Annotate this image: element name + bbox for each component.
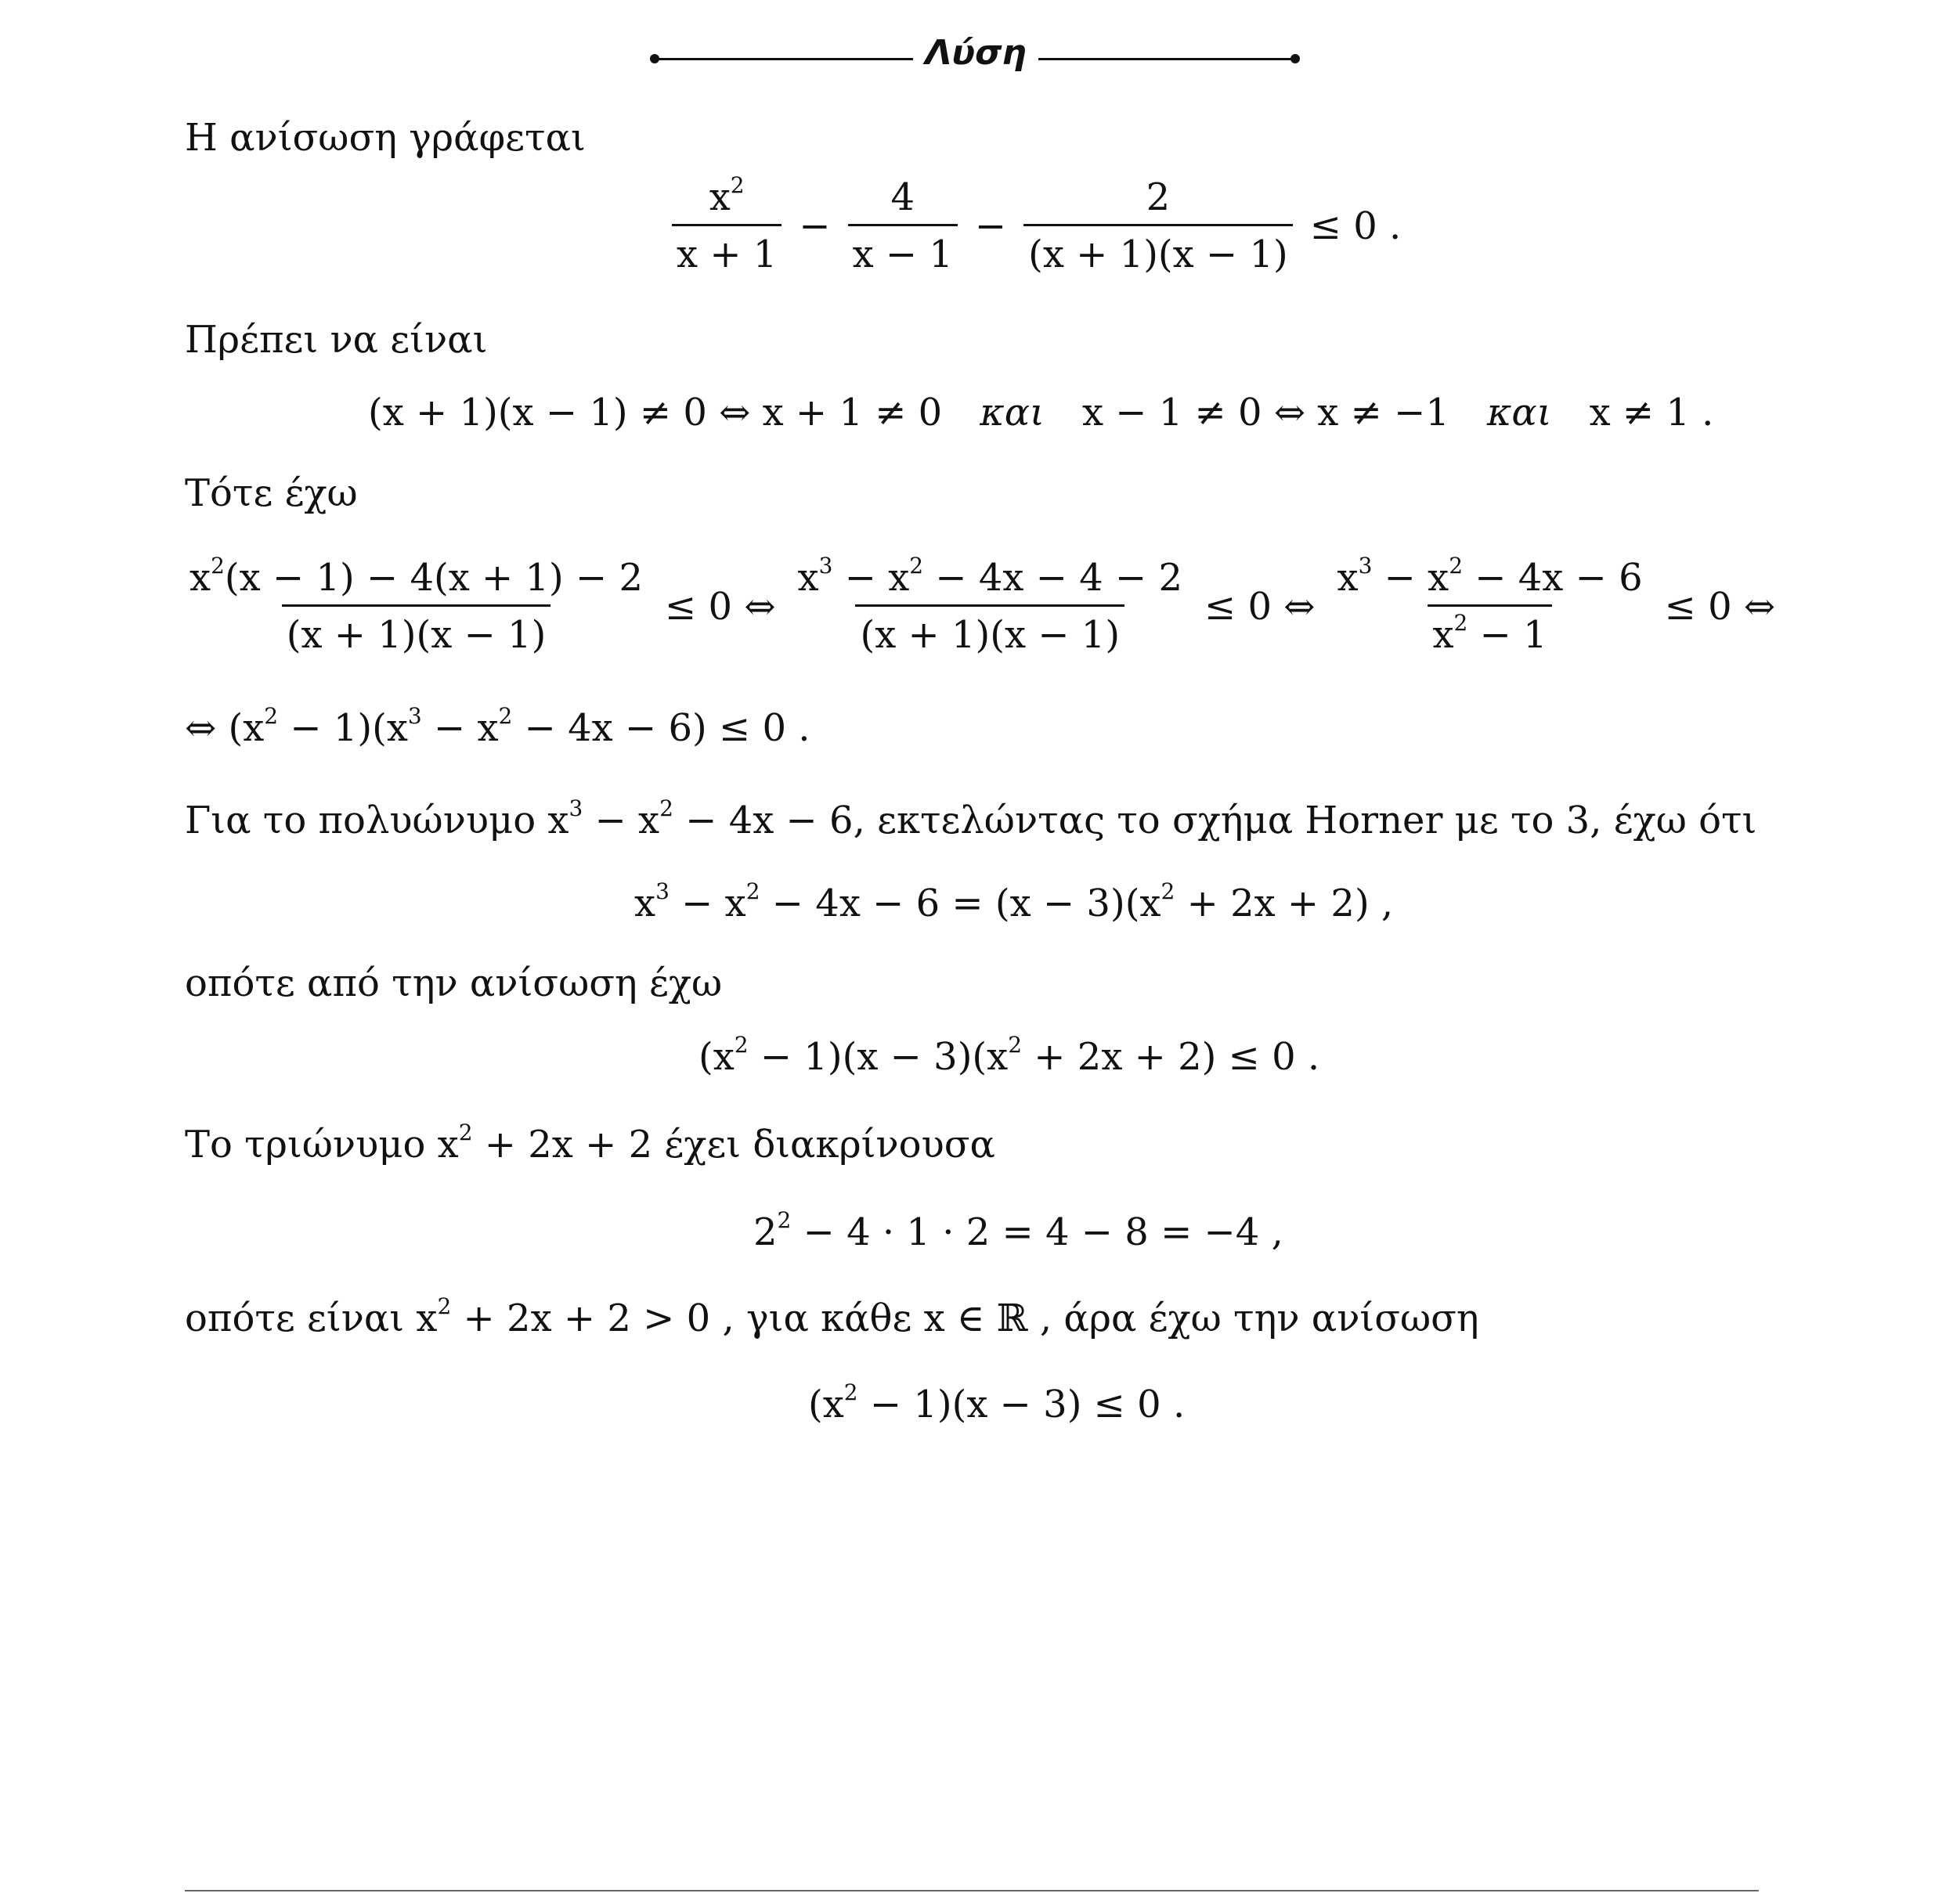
equation-1: $\frac{x^2}{x + 1}$ − $\frac{4}{x - 1}$ − $\frac{2}{(x + 1)(x - 1)}$ ≤ 0 . <box>666 174 1412 278</box>
text-line-7: οπότε είναι $x^2 + 2x + 2 > 0$ , για κάθε x ∈ ℝ , άρα έχω την ανίσωση <box>185 1293 1479 1340</box>
header-rule-left <box>655 58 913 60</box>
equation-3: $\frac{x^2(x - 1) - 4(x + 1) - 2}{(x + 1)(x - 1)}$ ≤ 0 ⇔ $\frac{x^3 - x^2 - 4x - 4 - 2}{(x + 1)(x - 1)}$ ≤ 0 ⇔ $\frac{x^3 - x^2 - 4x - 6}{x^2 - 1}$ ≤ 0 ⇔ <box>185 554 1786 658</box>
fraction: $\frac{2}{(x + 1)(x - 1)}$ <box>1023 174 1293 278</box>
text-line-2: Πρέπει να είναι <box>185 318 488 362</box>
text-line-3: Τότε έχω <box>185 471 358 515</box>
text-line-5: οπότε από την ανίσωση έχω <box>185 961 723 1005</box>
section-title: Λύση <box>925 33 1027 73</box>
fraction: $\frac{x^2(x - 1) - 4(x + 1) - 2}{(x + 1)(x - 1)}$ <box>190 553 644 657</box>
fraction: $\frac{x^2}{x + 1}$ <box>672 174 781 278</box>
fraction: $\frac{x^3 - x^2 - 4x - 4 - 2}{(x + 1)(x - 1)}$ <box>797 553 1182 657</box>
equation-8: $(x^2 - 1)(x - 3) \le 0$ . <box>808 1379 1186 1426</box>
footer-rule <box>185 1890 1759 1891</box>
kai-word: και <box>980 391 1045 435</box>
equation-6: $(x^2 - 1)(x - 3)(x^2 + 2x + 2) \le 0$ . <box>698 1032 1320 1079</box>
equation-4: ⇔ $(x^2 - 1)(x^3 - x^2 - 4x - 6) \le 0$ . <box>185 703 810 750</box>
kai-word: και <box>1486 391 1552 435</box>
header-dot-right <box>1290 54 1300 63</box>
equation-5: $x^3 - x^2 - 4x - 6 = (x - 3)(x^2 + 2x + 2)$ , <box>634 878 1394 925</box>
equation-7: $2^2 - 4 \cdot 1 \cdot 2 = 4 - 8 = -4$ , <box>753 1207 1283 1254</box>
header-rule-right <box>1038 58 1297 60</box>
text-line-6: Το τριώνυμο $x^2 + 2x + 2$ έχει διακρίνουσα <box>185 1120 995 1167</box>
text-line-4: Για το πολυώνυμο $x^3 - x^2 - 4x - 6$, εκτελώντας το σχήμα Horner με το 3, έχω ότι <box>185 795 1757 842</box>
fraction: $\frac{x^3 - x^2 - 4x - 6}{x^2 - 1}$ <box>1337 553 1643 657</box>
text-line-1: Η ανίσωση γράφεται <box>185 116 586 160</box>
section-header <box>650 31 1300 86</box>
equation-2: (x + 1)(x − 1) ≠ 0 ⇔ x + 1 ≠ 0 και x − 1 ≠ 0 ⇔ x ≠ −1 και x ≠ 1 . <box>368 391 1714 435</box>
fraction: $\frac{4}{x - 1}$ <box>848 174 958 278</box>
